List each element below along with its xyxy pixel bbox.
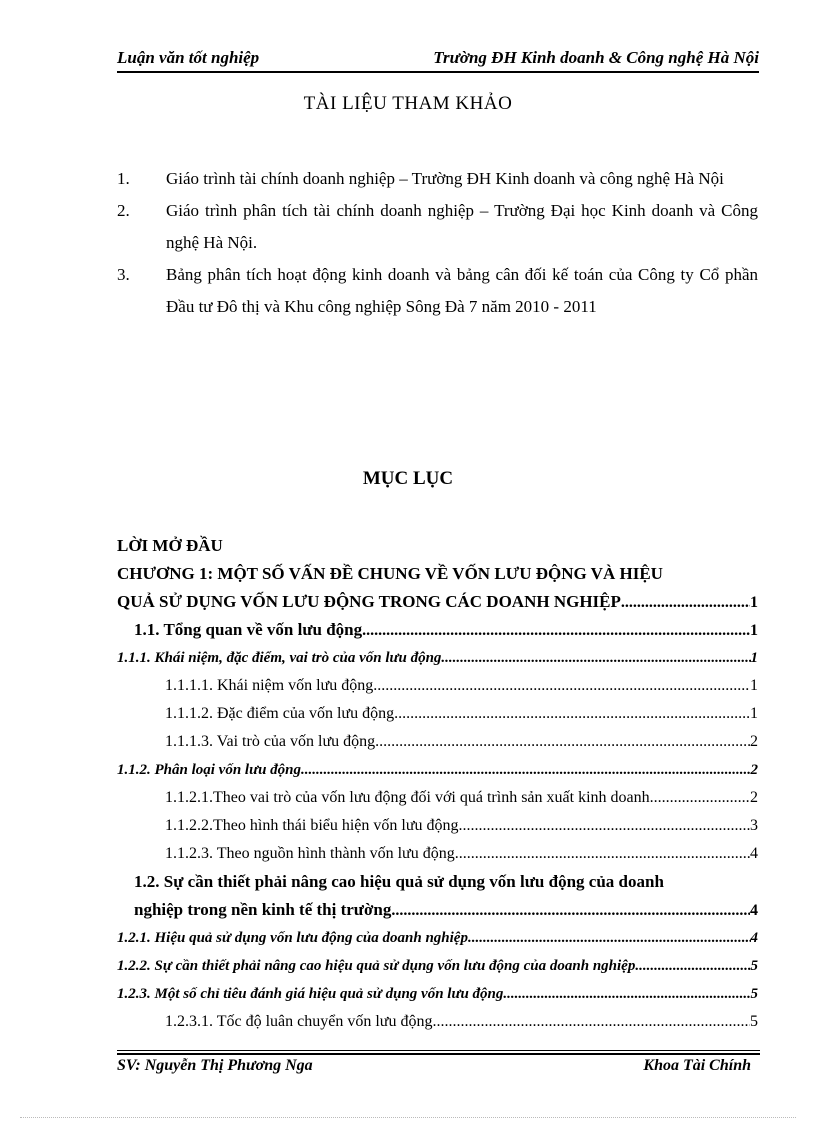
toc-leader <box>394 700 750 728</box>
toc-page: 5 <box>750 958 758 974</box>
toc-page: 2 <box>750 762 758 778</box>
toc-entry-1-2-1[interactable] <box>117 924 758 952</box>
footer-divider-thin <box>117 1050 760 1051</box>
reference-number: 2. <box>117 201 130 220</box>
toc-entry-1-1-2-1[interactable] <box>117 784 758 812</box>
toc-leader <box>441 644 750 672</box>
page-bottom-border <box>20 1117 796 1118</box>
toc-page: 4 <box>750 902 758 919</box>
toc-page: 2 <box>750 789 758 806</box>
reference-text: Giáo trình phân tích tài chính doanh nghiệp – Trường Đại học Kinh doanh và Công nghệ Hà Nội. <box>166 201 758 252</box>
toc-entry-1-1-2-3[interactable] <box>117 840 758 868</box>
toc-page: 5 <box>750 986 758 1002</box>
toc-entry-text: 1.2.3.1. Tốc độ luân chuyển vốn lưu động <box>165 1013 433 1030</box>
reference-text: Giáo trình tài chính doanh nghiệp – Trường ĐH Kinh doanh và công nghệ Hà Nội <box>166 169 724 188</box>
page-header <box>117 48 759 70</box>
toc-entry-1-2-3-1[interactable] <box>117 1008 758 1036</box>
toc-leader <box>391 897 750 925</box>
toc-entry-1-2-3[interactable] <box>117 980 758 1008</box>
reference-item <box>117 195 758 259</box>
toc-page: 5 <box>750 1013 758 1030</box>
toc-entry-text: 1.1.2.3. Theo nguồn hình thành vốn lưu động <box>165 845 455 862</box>
header-right: Trường ĐH Kinh doanh & Công nghệ Hà Nội <box>433 48 759 67</box>
reference-item <box>117 259 758 323</box>
toc-leader <box>301 756 750 784</box>
toc-page: 1 <box>750 705 758 722</box>
toc-chapter1-line1: CHƯƠNG 1: MỘT SỐ VẤN ĐỀ CHUNG VỀ VỐN LƯU ĐỘNG VÀ HIỆU <box>117 564 663 583</box>
toc-entry-text: 1.2.3. Một số chỉ tiêu đánh giá hiệu quả sử dụng vốn lưu động <box>117 986 504 1002</box>
toc-leader <box>503 980 750 1008</box>
toc-leader <box>373 672 750 700</box>
toc-entry-1-2-line1: 1.2. Sự cần thiết phải nâng cao hiệu quả sử dụng vốn lưu động của doanh <box>134 872 664 891</box>
toc-page: 4 <box>750 845 758 862</box>
toc-entry-text: 1.1.1.1. Khái niệm vốn lưu động <box>165 677 374 694</box>
toc-entry-text: 1.2.1. Hiệu quả sử dụng vốn lưu động của doanh nghiệp <box>117 930 468 946</box>
header-divider <box>117 71 759 73</box>
toc-page: 2 <box>750 733 758 750</box>
toc-leader <box>459 812 750 840</box>
toc-entry-1-1[interactable] <box>117 616 758 644</box>
reference-item <box>117 163 758 195</box>
footer-left: SV: Nguyễn Thị Phương Nga <box>117 1057 313 1074</box>
footer-right: Khoa Tài Chính <box>643 1057 751 1074</box>
toc-page: 1 <box>750 594 758 611</box>
toc-entry-1-2[interactable] <box>117 896 758 924</box>
page-footer <box>117 1055 759 1077</box>
toc-entry-text: 1.2.2. Sự cần thiết phải nâng cao hiệu quả sử dụng vốn lưu động của doanh nghiệp <box>117 958 636 974</box>
toc-entry-1-1-2[interactable] <box>117 756 758 784</box>
references-list <box>117 163 758 323</box>
toc-leader <box>432 1008 750 1036</box>
toc-page: 1 <box>750 677 758 694</box>
toc-page: 1 <box>750 650 758 666</box>
reference-number: 1. <box>117 169 130 188</box>
toc-entry-1-1-2-2[interactable] <box>117 812 758 840</box>
toc-page: 1 <box>750 622 758 639</box>
toc-leader <box>375 728 750 756</box>
toc-entry-text: 1.1.2. Phân loại vốn lưu động <box>117 762 302 778</box>
references-title: TÀI LIỆU THAM KHẢO <box>303 93 513 114</box>
toc-chapter1[interactable] <box>117 588 758 616</box>
toc-intro: LỜI MỞ ĐẦU <box>117 536 223 555</box>
toc-leader <box>650 784 750 812</box>
toc-title: MỤC LỤC <box>362 468 454 489</box>
toc-entry-text: nghiệp trong nền kinh tế thị trường <box>134 900 392 919</box>
toc-leader <box>468 924 751 952</box>
toc-entry-text: 1.1. Tổng quan về vốn lưu động <box>134 620 363 639</box>
toc-leader <box>362 617 750 645</box>
toc-leader <box>635 952 750 980</box>
toc-leader <box>455 840 750 868</box>
table-of-contents <box>117 532 758 1036</box>
toc-entry-1-2-2[interactable] <box>117 952 758 980</box>
header-left: Luận văn tốt nghiệp <box>117 48 260 67</box>
toc-entry-1-1-1-3[interactable] <box>117 728 758 756</box>
toc-entry-text: QUẢ SỬ DỤNG VỐN LƯU ĐỘNG TRONG CÁC DOANH NGHIỆP <box>117 592 621 611</box>
toc-entry-text: 1.1.2.1.Theo vai trò của vốn lưu động đối với quá trình sản xuất kinh doanh <box>165 789 650 806</box>
toc-page: 3 <box>750 817 758 834</box>
toc-leader <box>621 589 750 617</box>
toc-entry-text: 1.1.1.3. Vai trò của vốn lưu động <box>165 733 376 750</box>
toc-entry-text: 1.1.2.2.Theo hình thái biểu hiện vốn lưu động <box>165 817 459 834</box>
toc-entry-1-1-1-2[interactable] <box>117 700 758 728</box>
toc-entry-1-1-1[interactable] <box>117 644 758 672</box>
reference-number: 3. <box>117 265 130 284</box>
reference-text: Bảng phân tích hoạt động kinh doanh và bảng cân đối kế toán của Công ty Cổ phần Đầu tư Đô thị và Khu công nghiệp Sông Đà 7 năm 2010 - 2011 <box>166 265 758 316</box>
toc-entry-1-1-1-1[interactable] <box>117 672 758 700</box>
toc-entry-text: 1.1.1.2. Đặc điểm của vốn lưu động <box>165 705 395 722</box>
toc-page: 4 <box>750 930 758 946</box>
toc-entry-text: 1.1.1. Khái niệm, đặc điểm, vai trò của vốn lưu động <box>117 650 442 666</box>
